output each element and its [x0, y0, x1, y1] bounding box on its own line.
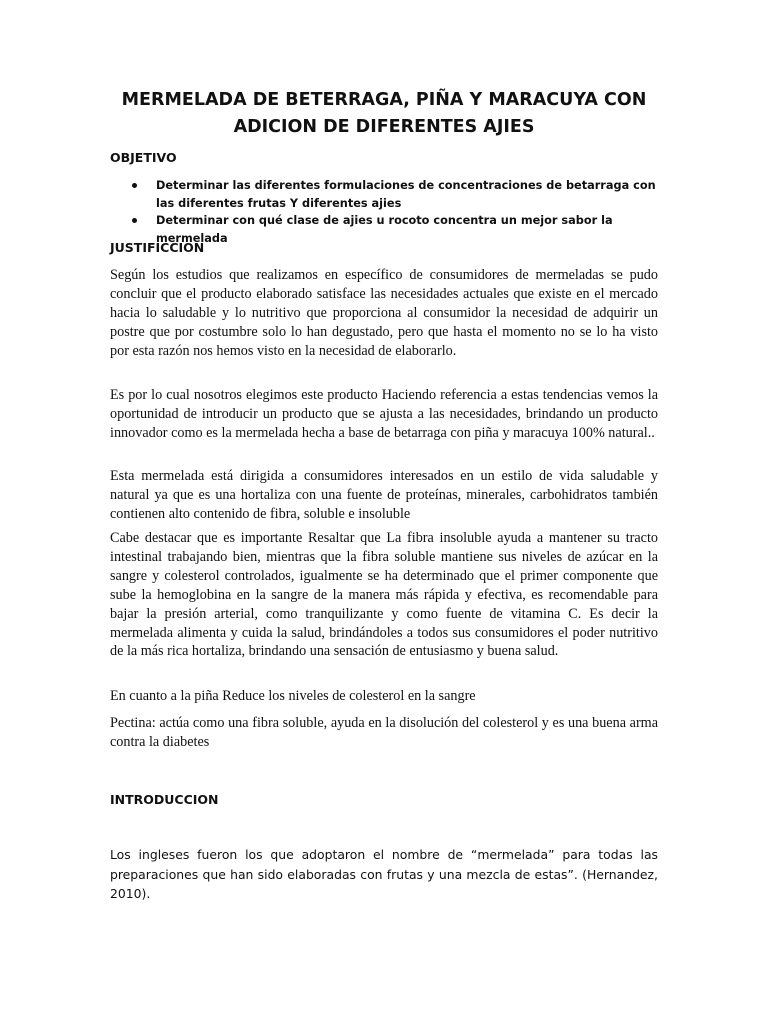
justificcion-paragraph-1: Según los estudios que realizamos en específico de consumidores de mermeladas se pudo concluir que el producto elaborado satisface las necesidades actuales que existe en el mercado hacia lo saludable y lo nutritivo que proporciona al consumidor la necesidad de adquirir un postre que por costumbre solo lo han degustado, pero que hasta el momento no se lo ha visto por esta razón nos hemos visto en la necesidad de elaborarlo.: [110, 267, 658, 359]
justificcion-paragraph-5: En cuanto a la piña Reduce los niveles de colesterol en la sangre: [110, 688, 476, 704]
bullet-icon: [132, 218, 137, 223]
introduccion-paragraph: Los ingleses fueron los que adoptaron el nombre de “mermelada” para todas las preparaciones que han sido elaboradas con frutas y una mezcla de estas”. (Hernandez, 2010).: [110, 847, 658, 902]
bullet-text: Determinar las diferentes formulaciones de concentraciones de betarraga con las diferentes frutas Y diferentes ajies: [156, 179, 656, 210]
bullet-icon: [132, 183, 137, 188]
bullet-text: Determinar con qué clase de ajies u rocoto concentra un mejor sabor la mermelada: [156, 214, 613, 245]
justificcion-paragraph-3: Esta mermelada está dirigida a consumidores interesados en un estilo de vida saludable y natural ya que es una hortaliza con una fuente de proteínas, minerales, carbohidratos también contienen alto contenido de fibra, soluble e insoluble: [110, 468, 658, 522]
objetivo-bullet-list: [110, 177, 670, 247]
justificcion-paragraph-6: Pectina: actúa como una fibra soluble, ayuda en la disolución del colesterol y es una buena arma contra la diabetes: [110, 715, 658, 750]
objetivo-heading: OBJETIVO: [110, 150, 177, 165]
justificcion-heading: JUSTIFICCION: [110, 240, 205, 255]
justificcion-paragraph-2: Es por lo cual nosotros elegimos este producto Haciendo referencia a estas tendencias vemos la oportunidad de introducir un producto que se ajusta a las necesidades, brindando un producto innovador como es la mermelada hecha a base de betarraga con piña y maracuya 100% natural..: [110, 387, 658, 441]
justificcion-paragraph-4: Cabe destacar que es importante Resaltar que La fibra insoluble ayuda a mantener su tracto intestinal trabajando bien, mientras que la fibra soluble mantiene sus niveles de azúcar en la sangre y colesterol controlados, igualmente se ha determinado que el primer componente que sube la hemoglobina en la sangre de la manera más rápida y efectiva, es recomendable para bajar la presión arterial, como tranquilizante y como fuente de vitamina C. Es decir la mermelada alimenta y cuida la salud, brindándoles a todos sus consumidores el poder nutritivo de la más rica hortaliza, brindando una sensación de entusiasmo y buena salud.: [110, 530, 658, 660]
introduccion-heading: INTRODUCCION: [110, 792, 219, 807]
document-title: MERMELADA DE BETERRAGA, PIÑA Y MARACUYA CON ADICION DE DIFERENTES AJIES: [121, 90, 647, 137]
objetivo-bullet-item: [110, 177, 670, 212]
